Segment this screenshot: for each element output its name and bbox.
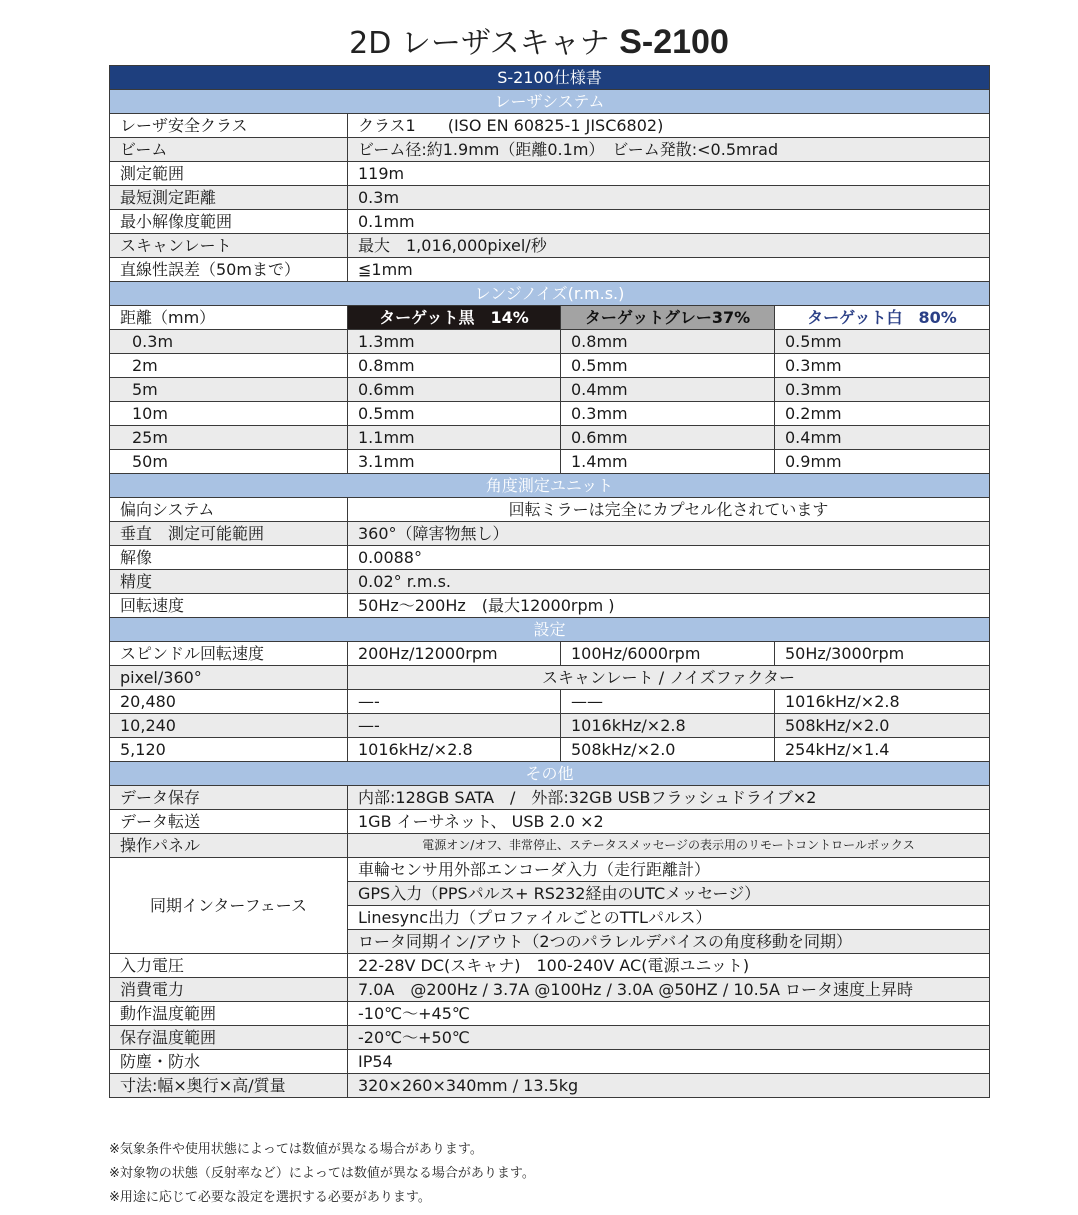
row-label: 直線性誤差（50mまで） xyxy=(110,258,348,282)
distance-cell: 2m xyxy=(110,354,348,378)
pixel-value-1: 1016kHz/×2.8 xyxy=(348,738,561,762)
row-value: -20℃～+50℃ xyxy=(348,1026,990,1050)
grey-cell: 0.8mm xyxy=(561,330,775,354)
row-label: レーザ安全クラス xyxy=(110,114,348,138)
table-row xyxy=(110,738,990,762)
table-row xyxy=(110,354,990,378)
row-label: 消費電力 xyxy=(110,978,348,1002)
grey-cell: 0.4mm xyxy=(561,378,775,402)
white-cell: 0.5mm xyxy=(775,330,990,354)
pixel-value-1: —- xyxy=(348,714,561,738)
pixel-value-3: 254kHz/×1.4 xyxy=(775,738,990,762)
pixel-value-1: —- xyxy=(348,690,561,714)
row-value: クラス1 (ISO EN 60825-1 JISC6802) xyxy=(348,114,990,138)
section-range-noise: レンジノイズ(r.m.s.) xyxy=(110,282,990,306)
row-label: 最小解像度範囲 xyxy=(110,210,348,234)
sync-item: GPS入力（PPSパルス+ RS232経由のUTCメッセージ） xyxy=(348,882,990,906)
white-cell: 0.3mm xyxy=(775,354,990,378)
title-model: S-2100 xyxy=(619,23,729,61)
row-value: 119m xyxy=(348,162,990,186)
table-row xyxy=(110,378,990,402)
black-cell: 1.3mm xyxy=(348,330,561,354)
row-value: ビーム径:約1.9mm（距離0.1m） ビーム発散:<0.5mrad xyxy=(348,138,990,162)
table-row xyxy=(110,114,990,138)
row-value: 0.02° r.m.s. xyxy=(348,570,990,594)
table-row xyxy=(110,186,990,210)
section-settings: 設定 xyxy=(110,618,990,642)
row-label: データ転送 xyxy=(110,810,348,834)
pixel-label: 10,240 xyxy=(110,714,348,738)
footnotes xyxy=(109,1138,535,1210)
row-value: IP54 xyxy=(348,1050,990,1074)
table-row xyxy=(110,522,990,546)
row-value: -10℃～+45℃ xyxy=(348,1002,990,1026)
footnote: ※用途に応じて必要な設定を選択する必要があります。 xyxy=(109,1190,431,1205)
table-row xyxy=(110,258,990,282)
table-row xyxy=(110,138,990,162)
table-row xyxy=(110,330,990,354)
row-label: 寸法:幅×奥行×高/質量 xyxy=(110,1074,348,1098)
footnote: ※対象物の状態（反射率など）によっては数値が異なる場合があります。 xyxy=(109,1166,535,1181)
black-cell: 0.8mm xyxy=(348,354,561,378)
distance-cell: 5m xyxy=(110,378,348,402)
grey-cell: 1.4mm xyxy=(561,450,775,474)
table-row xyxy=(110,1026,990,1050)
table-row xyxy=(110,162,990,186)
row-label: 垂直 測定可能範囲 xyxy=(110,522,348,546)
row-label: 動作温度範囲 xyxy=(110,1002,348,1026)
distance-cell: 50m xyxy=(110,450,348,474)
row-value: 0.3m xyxy=(348,186,990,210)
pixel-label: 5,120 xyxy=(110,738,348,762)
spindle-value-1: 200Hz/12000rpm xyxy=(348,642,561,666)
sync-item: Linesync出力（プロファイルごとのTTLパルス） xyxy=(348,906,990,930)
black-cell: 0.6mm xyxy=(348,378,561,402)
target-black-header: ターゲット黒 14% xyxy=(348,306,561,330)
target-white-header: ターゲット白 80% xyxy=(775,306,990,330)
table-row xyxy=(110,498,990,522)
pixel-label: 20,480 xyxy=(110,690,348,714)
section-laser-system: レーザシステム xyxy=(110,90,990,114)
sync-interface-label: 同期インターフェース xyxy=(110,858,348,954)
sync-item: 車輪センサ用外部エンコーダ入力（走行距離計） xyxy=(348,858,990,882)
table-row xyxy=(110,858,990,882)
white-cell: 0.2mm xyxy=(775,402,990,426)
spindle-value-2: 100Hz/6000rpm xyxy=(561,642,775,666)
pixel-value-2: 1016kHz/×2.8 xyxy=(561,714,775,738)
row-label: 解像 xyxy=(110,546,348,570)
row-value: 7.0A @200Hz / 3.7A @100Hz / 3.0A @50HZ / 10.5A ロータ速度上昇時 xyxy=(348,978,990,1002)
table-row xyxy=(110,402,990,426)
table-row xyxy=(110,426,990,450)
table-row xyxy=(110,1074,990,1098)
table-row xyxy=(110,666,990,690)
row-label: 回転速度 xyxy=(110,594,348,618)
row-value: 360°（障害物無し） xyxy=(348,522,990,546)
table-row xyxy=(110,690,990,714)
row-value: スキャンレート / ノイズファクター xyxy=(348,666,990,690)
row-value: 50Hz～200Hz (最大12000rpm ) xyxy=(348,594,990,618)
row-label: スピンドル回転速度 xyxy=(110,642,348,666)
table-row xyxy=(110,1002,990,1026)
white-cell: 0.9mm xyxy=(775,450,990,474)
table-row xyxy=(110,714,990,738)
row-label: 保存温度範囲 xyxy=(110,1026,348,1050)
table-row xyxy=(110,546,990,570)
white-cell: 0.4mm xyxy=(775,426,990,450)
row-label: 防塵・防水 xyxy=(110,1050,348,1074)
table-row xyxy=(110,594,990,618)
black-cell: 3.1mm xyxy=(348,450,561,474)
pixel-value-3: 1016kHz/×2.8 xyxy=(775,690,990,714)
section-other: その他 xyxy=(110,762,990,786)
table-row xyxy=(110,570,990,594)
row-value: 0.1mm xyxy=(348,210,990,234)
pixel-value-2: —— xyxy=(561,690,775,714)
sync-item: ロータ同期イン/アウト（2つのパラレルデバイスの角度移動を同期） xyxy=(348,930,990,954)
row-value: 内部:128GB SATA / 外部:32GB USBフラッシュドライブ×2 xyxy=(348,786,990,810)
row-value: 電源オン/オフ、非常停止、ステータスメッセージの表示用のリモートコントロールボックス xyxy=(348,834,990,858)
table-row xyxy=(110,834,990,858)
table-row xyxy=(110,450,990,474)
row-label: スキャンレート xyxy=(110,234,348,258)
spec-table xyxy=(109,65,990,1098)
grey-cell: 0.6mm xyxy=(561,426,775,450)
distance-header: 距離（mm） xyxy=(110,306,348,330)
spindle-value-3: 50Hz/3000rpm xyxy=(775,642,990,666)
table-row xyxy=(110,786,990,810)
row-value: 最大 1,016,000pixel/秒 xyxy=(348,234,990,258)
table-row xyxy=(110,642,990,666)
grey-cell: 0.3mm xyxy=(561,402,775,426)
table-row xyxy=(110,978,990,1002)
row-label: ビーム xyxy=(110,138,348,162)
row-value: 回転ミラーは完全にカプセル化されています xyxy=(348,498,990,522)
pixel-value-2: 508kHz/×2.0 xyxy=(561,738,775,762)
white-cell: 0.3mm xyxy=(775,378,990,402)
distance-cell: 25m xyxy=(110,426,348,450)
page-title xyxy=(0,18,1078,62)
row-value: 22-28V DC(スキャナ) 100-240V AC(電源ユニット) xyxy=(348,954,990,978)
title-prefix: 2D レーザスキャナ xyxy=(349,26,610,61)
noise-header-row xyxy=(110,306,990,330)
row-label: 精度 xyxy=(110,570,348,594)
table-row xyxy=(110,1050,990,1074)
spec-header: S-2100仕様書 xyxy=(110,66,990,90)
row-label: 偏向システム xyxy=(110,498,348,522)
row-label: 入力電圧 xyxy=(110,954,348,978)
table-row xyxy=(110,234,990,258)
row-value: ≦1mm xyxy=(348,258,990,282)
grey-cell: 0.5mm xyxy=(561,354,775,378)
distance-cell: 10m xyxy=(110,402,348,426)
row-value: 1GB イーサネット、 USB 2.0 ×2 xyxy=(348,810,990,834)
row-value: 320×260×340mm / 13.5kg xyxy=(348,1074,990,1098)
row-label: データ保存 xyxy=(110,786,348,810)
table-row xyxy=(110,954,990,978)
section-angle-unit: 角度測定ユニット xyxy=(110,474,990,498)
table-row xyxy=(110,210,990,234)
black-cell: 0.5mm xyxy=(348,402,561,426)
footnote: ※気象条件や使用状態によっては数値が異なる場合があります。 xyxy=(109,1142,483,1157)
black-cell: 1.1mm xyxy=(348,426,561,450)
distance-cell: 0.3m xyxy=(110,330,348,354)
pixel-value-3: 508kHz/×2.0 xyxy=(775,714,990,738)
row-label: 操作パネル xyxy=(110,834,348,858)
row-value: 0.0088° xyxy=(348,546,990,570)
table-row xyxy=(110,810,990,834)
row-label: pixel/360° xyxy=(110,666,348,690)
target-grey-header: ターゲットグレー37% xyxy=(561,306,775,330)
row-label: 測定範囲 xyxy=(110,162,348,186)
row-label: 最短測定距離 xyxy=(110,186,348,210)
